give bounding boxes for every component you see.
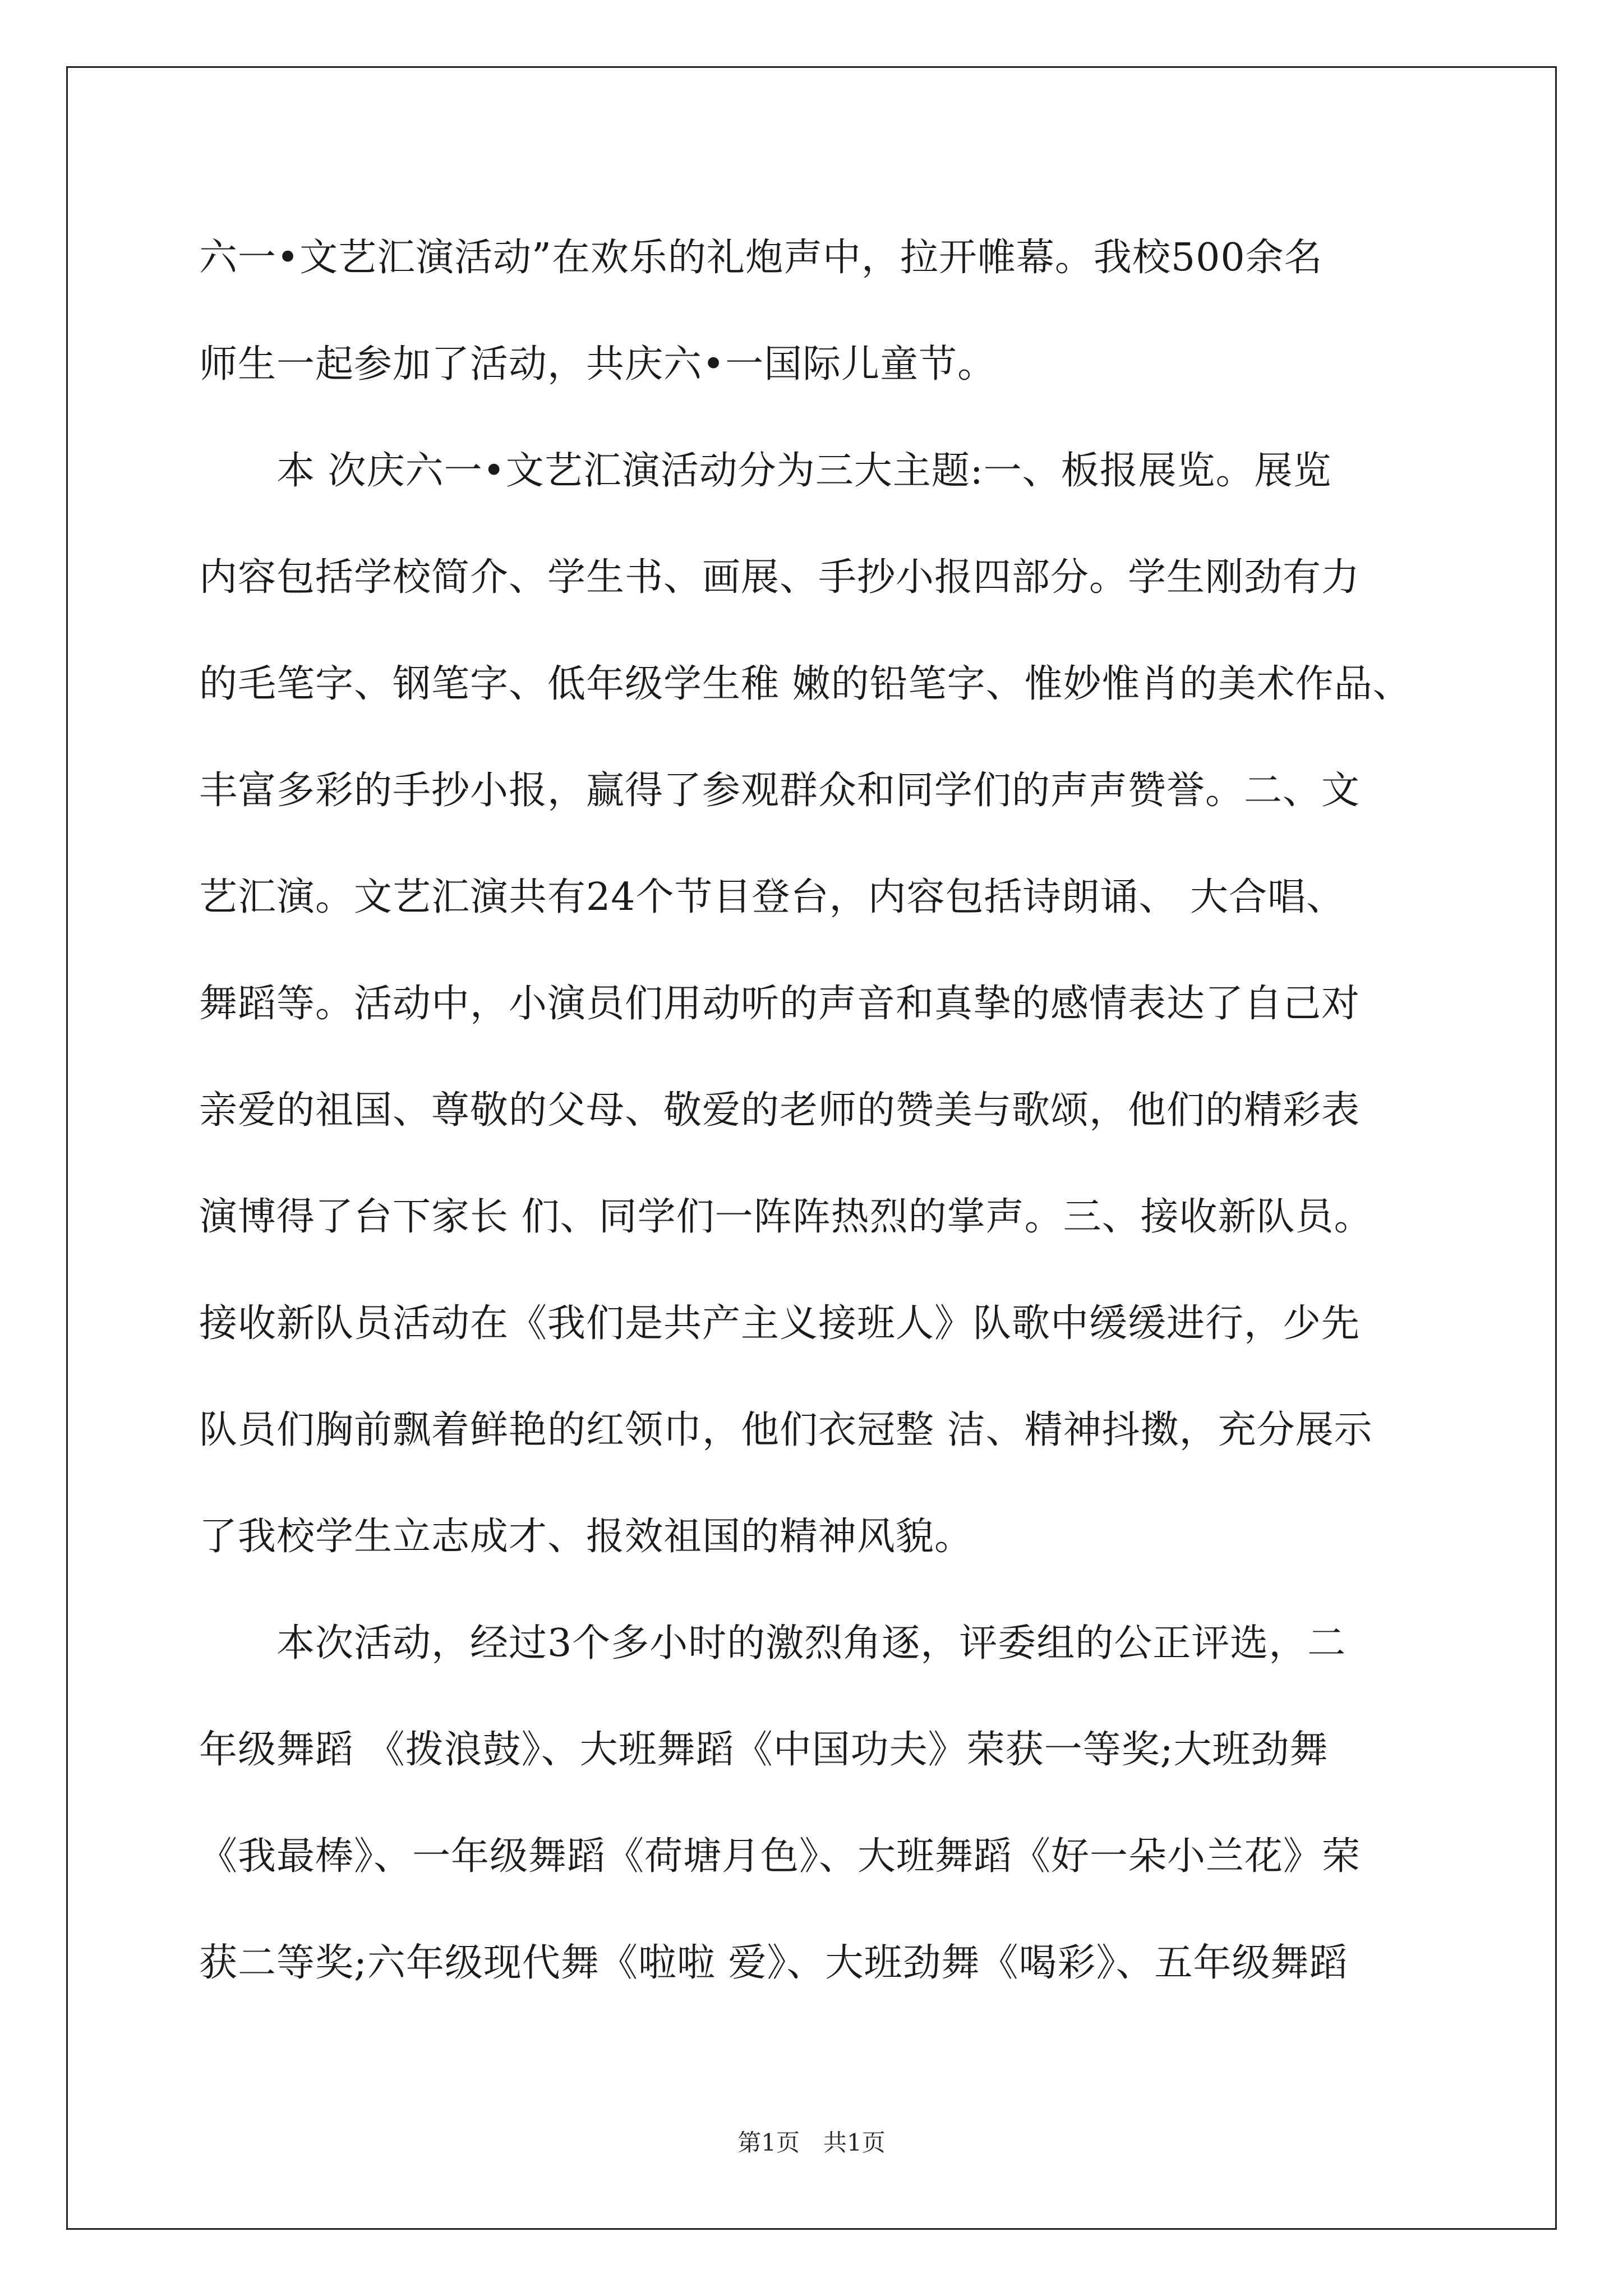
- text-line: 获二等奖;六年级现代舞《啦啦 爱》、大班劲舞《喝彩》、五年级舞蹈: [199, 1941, 1348, 1985]
- text-line: 接收新队员活动在《我们是共产主义接班人》队歌中缓缓进行，少先: [199, 1301, 1361, 1346]
- page-number-footer: 第1页 共1页: [737, 2129, 886, 2156]
- document-body: [199, 205, 1433, 2017]
- text-line: 六一•文艺汇演活动”在欢乐的礼炮声中，拉开帷幕。我校500余名: [199, 236, 1323, 280]
- text-line: 队员们胸前飘着鲜艳的红领巾，他们衣冠整 洁、精神抖擞，充分展示: [199, 1408, 1373, 1452]
- text-line: 本次活动，经过3个多小时的激烈角逐，评委组的公正评选，二: [199, 1621, 1347, 1665]
- text-line: 本 次庆六一•文艺汇演活动分为三大主题:一、板报展览。展览: [199, 449, 1332, 493]
- text-line: 演博得了台下家长 们、同学们一阵阵热烈的掌声。三、接收新队员。: [199, 1195, 1373, 1239]
- text-line: 内容包括学校简介、学生书、画展、手抄小报四部分。学生刚劲有力: [199, 555, 1361, 600]
- text-line: 舞蹈等。活动中，小演员们用动听的声音和真挚的感情表达了自己对: [199, 982, 1361, 1026]
- text-line: 年级舞蹈 《拨浪鼓》、大班舞蹈《中国功夫》荣获一等奖;大班劲舞: [199, 1728, 1329, 1772]
- text-line: 《我最棒》、一年级舞蹈《荷塘月色》、大班舞蹈《好一朵小兰花》荣: [199, 1834, 1361, 1879]
- text-line: 师生一起参加了活动，共庆六•一国际儿童节。: [199, 342, 997, 386]
- text-line: 丰富多彩的手抄小报，赢得了参观群众和同学们的声声赞誉。二、文: [199, 769, 1361, 813]
- text-line: 艺汇演。文艺汇演共有24个节目登台，内容包括诗朗诵、 大合唱、: [199, 875, 1345, 919]
- text-line: 了我校学生立志成才、报效祖国的精神风貌。: [199, 1515, 974, 1559]
- text-line: 亲爱的祖国、尊敬的父母、敬爱的老师的赞美与歌颂，他们的精彩表: [199, 1088, 1361, 1133]
- text-line: 的毛笔字、钢笔字、低年级学生稚 嫩的铅笔字、惟妙惟肖的美术作品、: [199, 662, 1412, 706]
